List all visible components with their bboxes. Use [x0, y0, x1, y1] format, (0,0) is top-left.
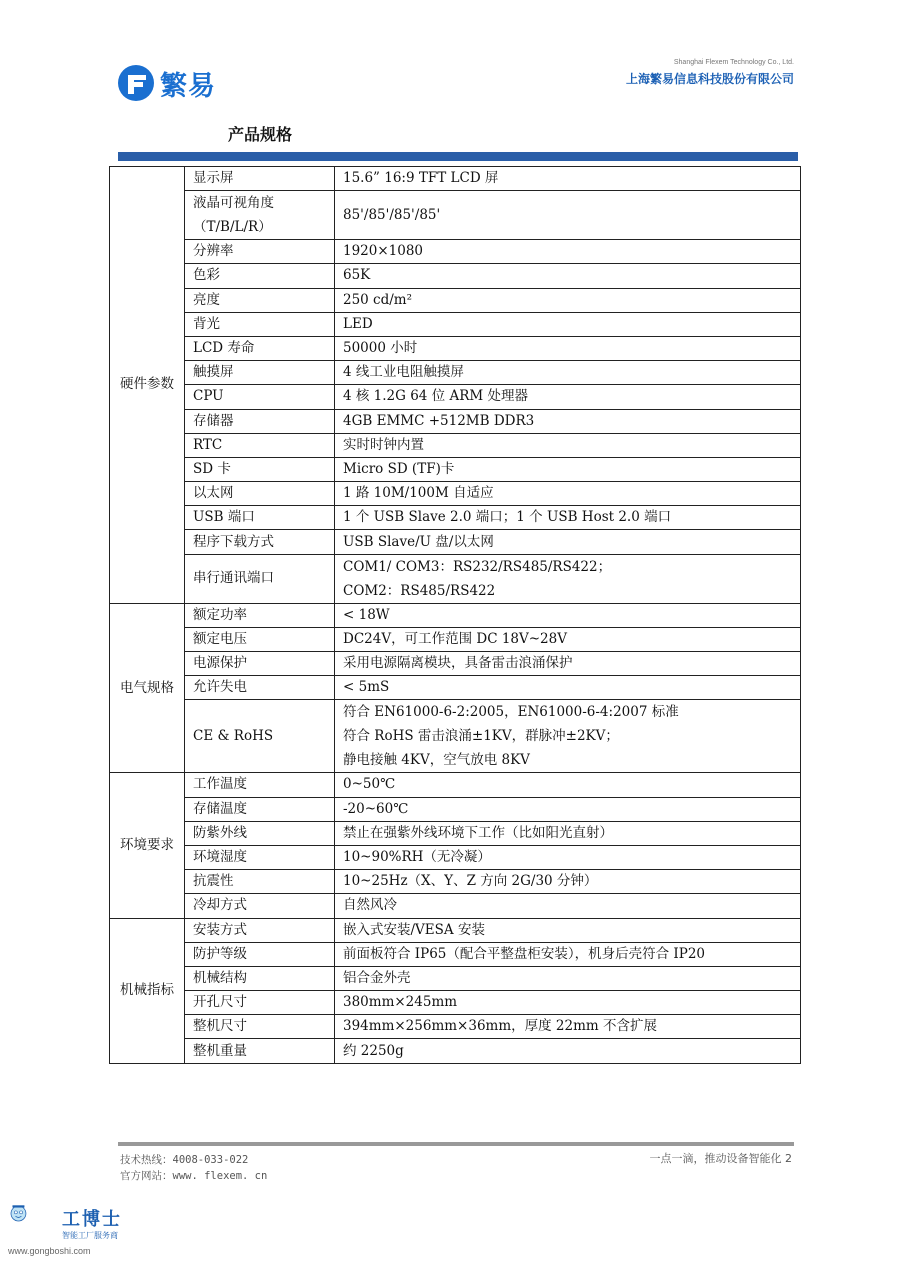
- flexem-logo-icon: [116, 63, 156, 103]
- spec-name: CE & RoHS: [185, 700, 335, 773]
- spec-name: 安装方式: [185, 918, 335, 942]
- spec-value: 4 核 1.2G 64 位 ARM 处理器: [335, 385, 801, 409]
- table-row: [110, 797, 801, 821]
- spec-value: 0~50℃: [335, 773, 801, 797]
- spec-name: 开孔尺寸: [185, 991, 335, 1015]
- spec-value: [335, 554, 801, 603]
- spec-name: 分辨率: [185, 240, 335, 264]
- spec-value: 采用电源隔离模块，具备雷击浪涌保护: [335, 652, 801, 676]
- table-row: [110, 240, 801, 264]
- spec-name: 程序下载方式: [185, 530, 335, 554]
- table-row: [110, 312, 801, 336]
- spec-line: 符合 EN61000-6-2:2005，EN61000-6-4:2007 标准: [343, 704, 679, 721]
- table-row: [110, 530, 801, 554]
- table-row: [110, 482, 801, 506]
- spec-value: DC24V，可工作范围 DC 18V~28V: [335, 627, 801, 651]
- watermark-url: www.gongboshi.com: [8, 1246, 91, 1256]
- section-title: 产品规格: [228, 125, 293, 144]
- table-row: [110, 966, 801, 990]
- spec-name: RTC: [185, 433, 335, 457]
- spec-name: 亮度: [185, 288, 335, 312]
- table-row: [110, 652, 801, 676]
- title-divider-bar: [118, 152, 798, 161]
- table-row: [110, 554, 801, 603]
- table-row: [110, 385, 801, 409]
- table-row: [110, 627, 801, 651]
- spec-value: 1 路 10M/100M 自适应: [335, 482, 801, 506]
- company-name-en: Shanghai Flexem Technology Co., Ltd.: [673, 59, 794, 66]
- spec-value: < 5mS: [335, 676, 801, 700]
- spec-value: 10~90%RH（无冷凝）: [335, 845, 801, 869]
- table-row: [110, 676, 801, 700]
- spec-line: 符合 RoHS 雷击浪涌±1KV，群脉冲±2KV；: [343, 728, 619, 745]
- footer-slogan: 一点一滴，推动设备智能化 2: [649, 1152, 792, 1165]
- footer-hotline: 技术热线：4008-033-022: [120, 1154, 249, 1166]
- footer-divider: [118, 1142, 794, 1146]
- spec-name: 串行通讯端口: [185, 554, 335, 603]
- spec-value: 实时时钟内置: [335, 433, 801, 457]
- spec-name: 防护等级: [185, 942, 335, 966]
- table-row: [110, 191, 801, 240]
- logo-text: 繁易: [160, 70, 216, 102]
- table-row: [110, 942, 801, 966]
- spec-value: 自然风冷: [335, 894, 801, 918]
- table-row: [110, 336, 801, 360]
- spec-value: 15.6” 16:9 TFT LCD 屏: [335, 167, 801, 191]
- spec-name: 触摸屏: [185, 361, 335, 385]
- mascot-icon: [8, 1190, 64, 1246]
- spec-name: 额定功率: [185, 603, 335, 627]
- table-row: [110, 845, 801, 869]
- table-row: [110, 1015, 801, 1039]
- spec-name: 背光: [185, 312, 335, 336]
- spec-value: 1 个 USB Slave 2.0 端口；1 个 USB Host 2.0 端口: [335, 506, 801, 530]
- spec-name: 整机重量: [185, 1039, 335, 1063]
- spec-value: 铝合金外壳: [335, 966, 801, 990]
- group-label: 机械指标: [110, 918, 185, 1063]
- company-name-cn: 上海繁易信息科技股份有限公司: [625, 72, 794, 86]
- spec-name: 电源保护: [185, 652, 335, 676]
- table-row: [110, 409, 801, 433]
- spec-line: COM1/ COM3：RS232/RS485/RS422；: [343, 558, 612, 575]
- table-row: [110, 870, 801, 894]
- footer-website[interactable]: 官方网站：www. flexem. cn: [120, 1170, 268, 1182]
- table-row: [110, 821, 801, 845]
- spec-value: < 18W: [335, 603, 801, 627]
- watermark-subtitle: 智能工厂服务商: [62, 1231, 118, 1240]
- group-label: 环境要求: [110, 773, 185, 918]
- table-row: [110, 506, 801, 530]
- spec-value: 250 cd/m²: [335, 288, 801, 312]
- spec-value: 4GB EMMC +512MB DDR3: [335, 409, 801, 433]
- spec-value: 4 线工业电阻触摸屏: [335, 361, 801, 385]
- spec-value: 前面板符合 IP65（配合平整盘柜安装），机身后壳符合 IP20: [335, 942, 801, 966]
- spec-value: [335, 700, 801, 773]
- spec-name: SD 卡: [185, 457, 335, 481]
- spec-value: 394mm×256mm×36mm，厚度 22mm 不含扩展: [335, 1015, 801, 1039]
- company-logo: [116, 62, 216, 104]
- spec-value: LED: [335, 312, 801, 336]
- spec-value: Micro SD (TF)卡: [335, 457, 801, 481]
- spec-name: 额定电压: [185, 627, 335, 651]
- spec-table: [109, 166, 801, 1064]
- spec-line: COM2：RS485/RS422: [343, 582, 496, 599]
- table-row: [110, 603, 801, 627]
- footer-contact: [120, 1152, 267, 1184]
- spec-line: （T/B/L/R）: [193, 219, 272, 236]
- spec-name: 整机尺寸: [185, 1015, 335, 1039]
- spec-value: 1920×1080: [335, 240, 801, 264]
- spec-value: -20~60℃: [335, 797, 801, 821]
- table-row: [110, 433, 801, 457]
- group-label: 电气规格: [110, 603, 185, 773]
- spec-name: 防紫外线: [185, 821, 335, 845]
- table-row: [110, 991, 801, 1015]
- spec-value: 380mm×245mm: [335, 991, 801, 1015]
- spec-name: [185, 191, 335, 240]
- spec-value: 禁止在强紫外线环境下工作（比如阳光直射）: [335, 821, 801, 845]
- spec-name: 存储温度: [185, 797, 335, 821]
- spec-value: USB Slave/U 盘/以太网: [335, 530, 801, 554]
- spec-name: 显示屏: [185, 167, 335, 191]
- table-row: [110, 1039, 801, 1063]
- spec-name: 色彩: [185, 264, 335, 288]
- spec-value: 50000 小时: [335, 336, 801, 360]
- table-row: [110, 457, 801, 481]
- spec-value: 嵌入式安装/VESA 安装: [335, 918, 801, 942]
- spec-name: 抗震性: [185, 870, 335, 894]
- table-row: [110, 773, 801, 797]
- spec-name: 冷却方式: [185, 894, 335, 918]
- table-row: [110, 918, 801, 942]
- table-row: [110, 264, 801, 288]
- table-row: [110, 167, 801, 191]
- table-row: [110, 894, 801, 918]
- watermark-name: 工博士: [62, 1209, 122, 1230]
- spec-name: 存储器: [185, 409, 335, 433]
- spec-name: 工作温度: [185, 773, 335, 797]
- spec-name: 机械结构: [185, 966, 335, 990]
- spec-name: LCD 寿命: [185, 336, 335, 360]
- spec-name: 环境湿度: [185, 845, 335, 869]
- group-label: 硬件参数: [110, 167, 185, 604]
- spec-name: CPU: [185, 385, 335, 409]
- spec-name: 以太网: [185, 482, 335, 506]
- spec-value: 85'/85'/85'/85': [335, 191, 801, 240]
- spec-value: 约 2250g: [335, 1039, 801, 1063]
- spec-value: 10~25Hz（X、Y、Z 方向 2G/30 分钟）: [335, 870, 801, 894]
- table-row: [110, 700, 801, 773]
- table-row: [110, 288, 801, 312]
- table-row: [110, 361, 801, 385]
- spec-name: USB 端口: [185, 506, 335, 530]
- spec-name: 允许失电: [185, 676, 335, 700]
- spec-value: 65K: [335, 264, 801, 288]
- spec-line: 液晶可视角度: [193, 195, 274, 212]
- spec-line: 静电接触 4KV，空气放电 8KV: [343, 752, 530, 769]
